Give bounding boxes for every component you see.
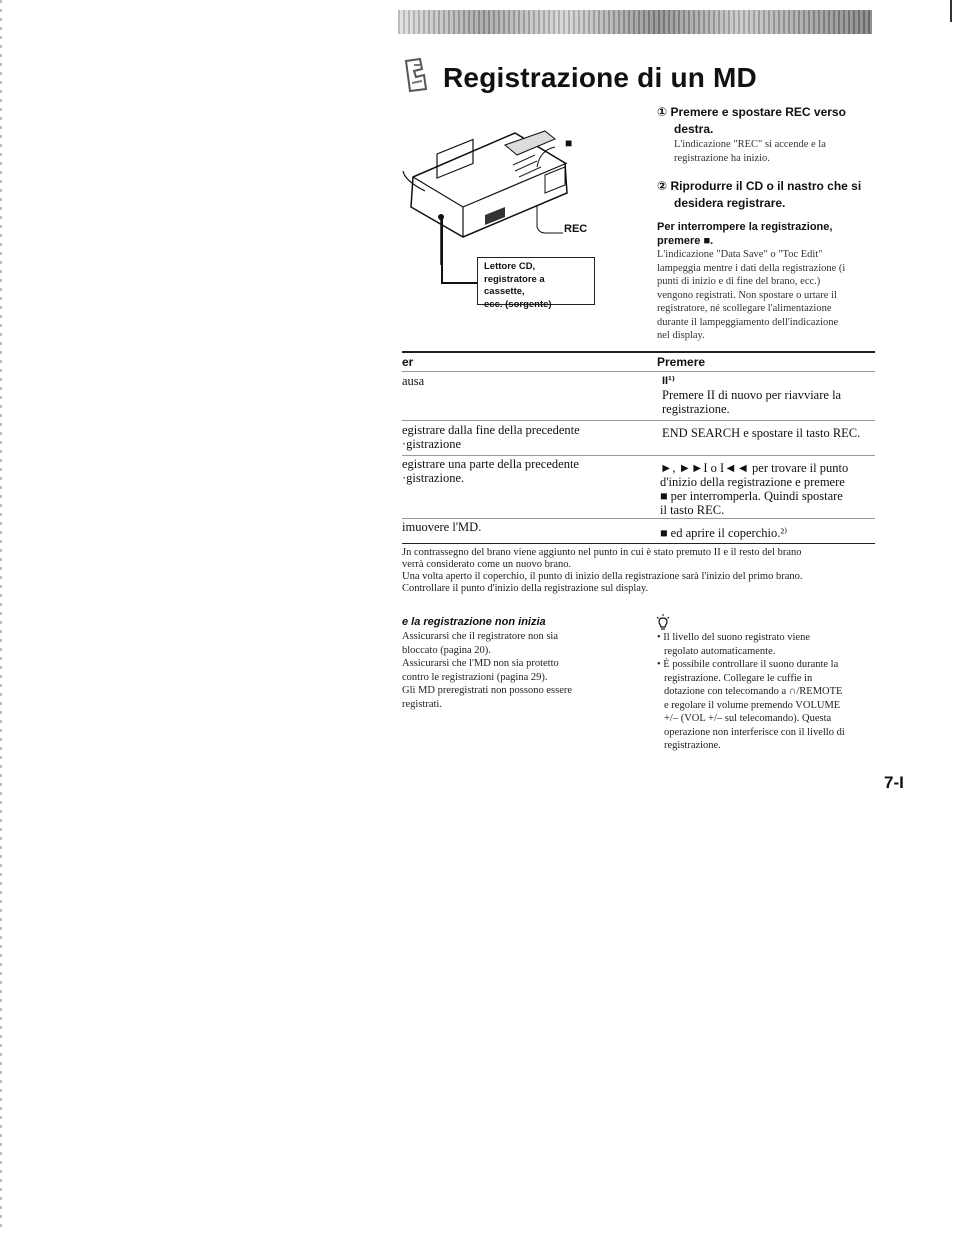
source-box-line: registratore a cassette,	[484, 273, 545, 297]
trouble-line: Assicurarsi che l'MD non sia protetto	[402, 658, 559, 669]
table-cell-line: d'inizio della registrazione e premere	[660, 475, 845, 489]
table-row-3-left	[402, 457, 579, 485]
table-cell-line: END SEARCH e spostare il tasto REC.	[662, 426, 861, 440]
stop-note-body	[657, 248, 845, 343]
page-number: 7-I	[884, 773, 904, 792]
table-row-2-left	[402, 423, 580, 451]
trouble-line: Gli MD preregistrati non possono essere	[402, 685, 573, 696]
trouble-list	[402, 630, 572, 711]
table-cell-line: registrazione.	[662, 402, 730, 416]
table-cell-line: egistrare una parte della precedente	[402, 457, 579, 471]
page-title: Registrazione di un MD	[443, 62, 757, 93]
table-cell-line: ·gistrazione	[402, 437, 462, 451]
tips-line: registrazione. Collegare le cuffie in	[664, 672, 813, 684]
table-cell-line: ■ per interromperla. Quindi spostare	[660, 489, 843, 503]
footnote-line: verrà considerato come un nuovo brano.	[402, 559, 572, 570]
table-row-4-left	[402, 520, 481, 534]
table-row-1-right	[662, 374, 841, 416]
cable-line	[441, 282, 477, 284]
source-box	[477, 257, 595, 310]
stop-note-line: vengono registrati. Non spostare o urtare il	[657, 289, 837, 301]
stop-note-line: lampeggia mentre i dati della registrazione (i	[657, 262, 846, 274]
table-cell-line: ·gistrazione.	[402, 471, 465, 485]
trouble-line: bloccato (pagina 20).	[402, 644, 491, 656]
tips-line: regolato automaticamente.	[664, 645, 776, 657]
cable-line	[441, 215, 443, 283]
tips-line: operazione non interferisce con il livello di	[664, 726, 845, 738]
tips-line: • Il livello del suono registrato viene	[657, 632, 810, 643]
trouble-title: e la registrazione non inizia	[402, 616, 546, 628]
table-header-col1: er	[402, 355, 414, 369]
stop-note-title	[657, 220, 832, 248]
table-header-col2: Premere	[657, 355, 706, 369]
step1-title-line: ① Premere e spostare REC verso	[657, 105, 846, 119]
table-bottom-rule	[402, 543, 875, 544]
footnote-line: Jn contrassegno del brano viene aggiunto nel punto in cui è stato premuto II e il resto del brano	[402, 547, 802, 558]
trouble-line: contro le registrazioni (pagina 29).	[402, 671, 548, 683]
table-cell-line: ■ ed aprire il coperchio.²⁾	[660, 526, 788, 540]
scan-margin	[0, 0, 2, 1233]
stop-note-title-line: premere ■.	[657, 235, 714, 247]
footnote-line: Una volta aperto il coperchio, il punto di inizio della registrazione sarà l'inizio del primo brano.	[402, 571, 803, 582]
tips-line: dotazione con telecomando a ∩/REMOTE	[664, 686, 843, 697]
step1-title-line: destra.	[674, 122, 714, 136]
chapter-icon	[400, 55, 432, 95]
table-cell-line: Premere II di nuovo per riavviare la	[662, 388, 842, 402]
table-header-rule	[402, 371, 875, 372]
footnote-line: Controllare il punto d'inizio della registrazione sul display.	[402, 583, 649, 594]
table-row-rule	[402, 455, 875, 456]
stop-note-line: registratore, né scollegare l'alimentazione	[657, 303, 832, 314]
step2-title-line: ② Riprodurre il CD o il nastro che si	[657, 179, 862, 193]
table-cell-line: il tasto REC.	[660, 503, 725, 517]
table-cell-line: ausa	[402, 374, 425, 388]
stop-note-line: durante il lampeggiamento dell'indicazione	[657, 316, 839, 328]
rec-label: REC	[564, 223, 588, 235]
source-box-line: ecc. (sorgente)	[484, 298, 552, 310]
table-cell-line: ►, ►►I o I◄◄ per trovare il punto	[660, 461, 849, 475]
source-box-line: Lettore CD,	[484, 261, 536, 272]
table-cell-line: II¹⁾	[662, 375, 675, 387]
step1-description	[674, 138, 826, 165]
step1-desc-line: registrazione ha inizio.	[674, 152, 770, 164]
table-row-rule	[402, 518, 875, 519]
footnotes	[402, 547, 802, 595]
stop-note-line: L'indicazione "Data Save" o "Toc Edit"	[657, 249, 823, 260]
lightbulb-icon	[656, 614, 670, 630]
step1-desc-line: L'indicazione "REC" si accende e la	[674, 139, 826, 150]
table-cell-line: egistrare dalla fine della precedente	[402, 423, 580, 437]
stop-note-title-line: Per interrompere la registrazione,	[657, 221, 833, 233]
scan-mark	[950, 0, 952, 22]
table-row-4-right	[660, 526, 787, 540]
stop-symbol-label: ■	[565, 136, 573, 150]
table-top-rule	[402, 351, 875, 353]
trouble-line: Assicurarsi che il registratore non sia	[402, 631, 558, 642]
table-row-2-right	[662, 426, 860, 440]
trouble-line: registrati.	[402, 698, 442, 710]
tips-line: • È possibile controllare il suono durante la	[657, 659, 839, 670]
header-band	[398, 10, 872, 34]
table-row-1-left	[402, 374, 424, 388]
table-row-rule	[402, 420, 875, 421]
step2-title-line: desidera registrare.	[674, 196, 786, 210]
table-row-3-right	[660, 461, 848, 517]
tips-line: registrazione.	[664, 740, 721, 751]
table-cell-line: imuovere l'MD.	[402, 520, 482, 534]
tips-line: e regolare il volume premendo VOLUME	[664, 699, 841, 711]
tips-list	[657, 631, 845, 753]
stop-note-line: nel display.	[657, 330, 705, 341]
step2-title	[657, 178, 861, 212]
tips-line: +/– (VOL +/– sul telecomando). Questa	[664, 713, 832, 724]
stop-note-line: punti di inizio e di fine del brano, ecc.)	[657, 276, 821, 287]
step1-title	[657, 104, 846, 138]
